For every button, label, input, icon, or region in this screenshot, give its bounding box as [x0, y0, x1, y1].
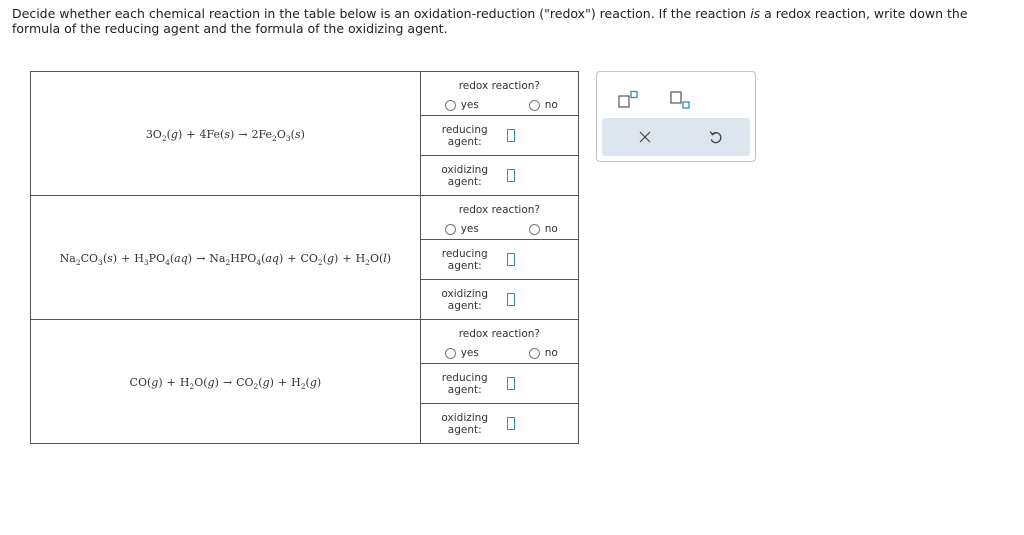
radio-icon[interactable] [445, 224, 456, 235]
instructions-part1: Decide whether each chemical reaction in the table below is an oxidation-reduction ("redox") reaction. If the reaction [12, 6, 751, 21]
reaction-2-reducing-input[interactable] [507, 253, 515, 266]
undo-icon[interactable] [707, 128, 725, 146]
reaction-3-reducing-input[interactable] [507, 377, 515, 390]
reaction-3-oxidizing-input[interactable] [507, 417, 515, 430]
oxidizing-agent-label: oxidizing agent: [441, 287, 488, 312]
reaction-1-oxidizing-input[interactable] [507, 169, 515, 182]
answer-toolbox [596, 71, 756, 162]
reaction-2-oxidizing-input[interactable] [507, 293, 515, 306]
no-label: no [544, 99, 558, 111]
reaction-1-reducing-input[interactable] [507, 129, 515, 142]
no-label: no [544, 223, 558, 235]
instructions-italic: is [750, 6, 761, 21]
reaction-3-reducing-row [421, 364, 578, 404]
subscript-box-icon[interactable] [670, 90, 690, 110]
reaction-1-redox-section [421, 72, 578, 116]
reaction-2-yes-option[interactable] [445, 223, 479, 235]
reaction-3-redox-section [421, 320, 578, 364]
instructions-text [12, 6, 1012, 36]
reaction-3-equation-cell [31, 320, 421, 444]
reaction-2-equation-cell [31, 196, 421, 320]
reaction-1-reducing-row [421, 116, 578, 156]
reaction-2-reducing-row [421, 240, 578, 280]
reaction-1-no-option[interactable] [529, 99, 558, 111]
oxidizing-agent-label: oxidizing agent: [441, 163, 488, 188]
no-label: no [544, 347, 558, 359]
reaction-1-equation: $3O_2(g) + 4Fe(s) \to 2Fe_2O_3(s)$ [145, 128, 305, 144]
yes-label: yes [460, 347, 479, 359]
reaction-1-oxidizing-row [421, 156, 578, 195]
oxidizing-agent-label: oxidizing agent: [441, 411, 488, 436]
reducing-agent-label: reducing agent: [441, 371, 488, 396]
redox-question-label: redox reaction? [458, 328, 541, 340]
toolbox-actions-bar [602, 118, 750, 156]
reaction-2-answer-cell [420, 196, 578, 320]
superscript-box-icon[interactable] [618, 90, 638, 110]
reaction-2-no-option[interactable] [529, 223, 558, 235]
reaction-3-answer-cell [420, 320, 578, 444]
reaction-3-equation: $CO(g) + H_2O(g) \to CO_2(g) + H_2(g)$ [129, 376, 322, 392]
radio-icon[interactable] [445, 100, 456, 111]
radio-icon[interactable] [445, 348, 456, 359]
radio-icon[interactable] [529, 100, 540, 111]
yes-label: yes [460, 99, 479, 111]
reaction-3-yes-option[interactable] [445, 347, 479, 359]
redox-question-label: redox reaction? [458, 204, 541, 216]
reaction-2-oxidizing-row [421, 280, 578, 319]
reaction-2-equation: $Na_2CO_3(s) + H_3PO_4(aq) \to Na_2HPO_4(aq) + CO_2(g) + H_2O(l)$ [59, 252, 392, 268]
table-row [31, 196, 579, 320]
reducing-agent-label: reducing agent: [441, 123, 488, 148]
radio-icon[interactable] [529, 224, 540, 235]
table-row [31, 320, 579, 444]
reaction-3-oxidizing-row [421, 404, 578, 443]
yes-label: yes [460, 223, 479, 235]
table-row [31, 72, 579, 196]
redox-question-label: redox reaction? [458, 80, 541, 92]
instructions-part2: a redox reaction, write down the formula of the reducing agent and the formula of the oxidizing agent. [12, 6, 968, 36]
reaction-1-equation-cell [31, 72, 421, 196]
reaction-1-yes-option[interactable] [445, 99, 479, 111]
radio-icon[interactable] [529, 348, 540, 359]
reaction-2-redox-section [421, 196, 578, 240]
reaction-table [30, 71, 579, 444]
reducing-agent-label: reducing agent: [441, 247, 488, 272]
reaction-1-answer-cell [420, 72, 578, 196]
reaction-3-no-option[interactable] [529, 347, 558, 359]
clear-x-icon[interactable] [637, 129, 653, 145]
